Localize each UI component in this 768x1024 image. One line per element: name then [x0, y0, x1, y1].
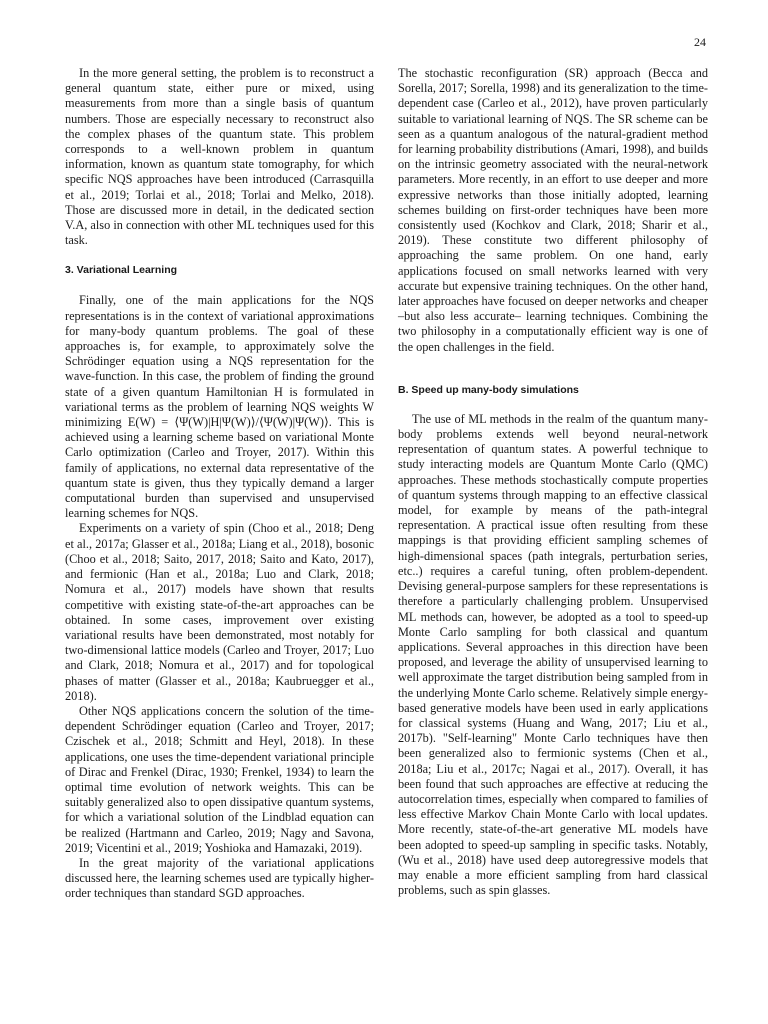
section-heading-variational-learning: 3. Variational Learning	[65, 264, 178, 277]
left-column	[65, 66, 374, 902]
paragraph-stochastic-reconfiguration: The stochastic reconfiguration (SR) approach (Becca and Sorella, 2017; Sorella, 1998) and its generalization to the time-dependent case (Carleo et al., 2012), have proven particularly suitable to variational learning of NQS. The SR scheme can be seen as a quantum analogous of the natural-gradient method for learning probability distributions (Amari, 1998), and builds on the intrinsic geometry associated with the neural-network parameters. More recently, in an effort to use deeper and more expressive networks than those initially adopted, learning schemes building on first-order techniques have been more consistently used (Kochkov and Clark, 2018; Sharir et al., 2019). These constitute two different philosophy of approaching the same problem. On one hand, early applications focused on small networks learned with very accurate but expensive training techniques. On the other hand, later approaches have focused on deeper networks and cheaper –but also less accurate– learning techniques. Combining the two philosophy in a computationally efficient way is one of the open challenges in the field.	[398, 66, 708, 354]
paragraph-speed-up-simulations: The use of ML methods in the realm of the quantum many-body problems extends well beyond neural-network representation of quantum states. A powerful technique to study interacting models are Quantum Monte Carlo (QMC) approaches. These methods stochastically compute properties of quantum systems through mapping to an effective classical model, for example by means of the path-integral representation. A practical issue often resulting from these mappings is that providing efficient sampling schemes of high-dimensional spaces (path integrals, perturbation series, etc..) requires a careful tuning, often problem-dependent. Devising general-purpose samplers for these representations is therefore a particularly challenging problem. Unsupervised ML methods can, however, be adopted as a tool to speed-up Monte Carlo sampling for both classical and quantum applications. Several approaches in this direction have been proposed, and leverage the ability of unsupervised learning to well approximate the target distribution being sampled from in the underlying Monte Carlo scheme. Relatively simple energy-based generative models have been used in early applications for classical systems (Huang and Wang, 2017; Liu et al., 2017b). "Self-learning" Monte Carlo techniques have then been generalized also to fermionic systems (Chen et al., 2018a; Liu et al., 2017c; Nagai et al., 2017). Overall, it has been found that such approaches are effective at reducing the autocorrelation times, especially when compared to families of less effective Markov Chain Monte Carlo with local updates. More recently, state-of-the-art generative ML models have been adopted to speed-up sampling in specific tasks. Notably, (Wu et al., 2018) have used deep autoregressive models that may enable a more efficient sampling from hard classical problems, such as spin glasses.	[398, 411, 708, 898]
energy-formula: ⟨Ψ(W)|H|Ψ(W)⟩/⟨Ψ(W)|Ψ(W)⟩	[174, 415, 329, 430]
paragraph-learning-schemes: In the great majority of the variational applications discussed here, the learning schemes used are typically higher-order techniques than standard SGD approaches.	[65, 855, 374, 901]
paragraph-time-dependent: Other NQS applications concern the solution of the time-dependent Schrödinger equation (Carleo and Troyer, 2017; Czischek et al., 2018; Schmitt and Heyl, 2018). In these applications, one uses the time-dependent variational principle of Dirac and Frenkel (Dirac, 1930; Frenkel, 1934) to learn the optimal time evolution of network weights. This can be suitably generalized also to open dissipative quantum systems, for which a variational solution of the Lindblad equation can be realized (Hartmann and Carleo, 2019; Nagy and Savona, 2019; Vicentini et al., 2019; Yoshioka and Hamazaki, 2019).	[65, 703, 374, 855]
section-heading-speed-up: B. Speed up many-body simulations	[398, 383, 579, 396]
right-column	[398, 66, 708, 898]
variational-text-before-formula: Finally, one of the main applications for the NQS representations is in the context of variational approximations for many-body quantum problems. The goal of these approaches is, for example, to approximately solve the Schrödinger equation using a NQS representation for the wave-function. In this case, the problem of finding the ground state of a given quantum Hamiltonian H is formulated in variational terms as the problem of learning NQS weights W minimizing E(W) =	[65, 293, 374, 430]
paragraph-experiments: Experiments on a variety of spin (Choo et al., 2018; Deng et al., 2017a; Glasser et al., 2018a; Liang et al., 2018), bosonic (Choo et al., 2018; Saito, 2017, 2018; Saito and Kato, 2017), and fermionic (Han et al., 2018a; Luo and Clark, 2018; Nomura et al., 2017) models have shown that results competitive with existing state-of-the-art approaches can be obtained. In some cases, improvement over existing variational results have been demonstrated, most notably for two-dimensional lattice models (Carleo and Troyer, 2017; Luo and Clark, 2018; Nomura et al., 2017) and for topological phases of matter (Glasser et al., 2018a; Kaubruegger et al., 2018).	[65, 521, 374, 703]
page-number: 24	[694, 35, 706, 49]
paragraph-variational-intro	[65, 293, 374, 521]
variational-text-after-formula: . This is achieved using a learning scheme based on variational Monte Carlo optimization (Carleo and Troyer, 2017). Within this family of applications, no external data representative of the quantum state is given, thus they typically demand a larger computational burden than supervised and unsupervised learning schemes for NQS.	[65, 415, 374, 521]
paragraph-state-reconstruction: In the more general setting, the problem is to reconstruct a general quantum state, either pure or mixed, using measurements from more than a single basis of quantum numbers. Those are especially necessary to reconstruct also the complex phases of the quantum state. This problem corresponds to a well-known problem in quantum information, known as quantum state tomography, for which specific NQS approaches have been introduced (Carrasquilla et al., 2019; Torlai et al., 2018; Torlai and Melko, 2018). Those are discussed more in detail, in the dedicated section V.A, also in connection with other ML techniques used for this task.	[65, 66, 374, 248]
